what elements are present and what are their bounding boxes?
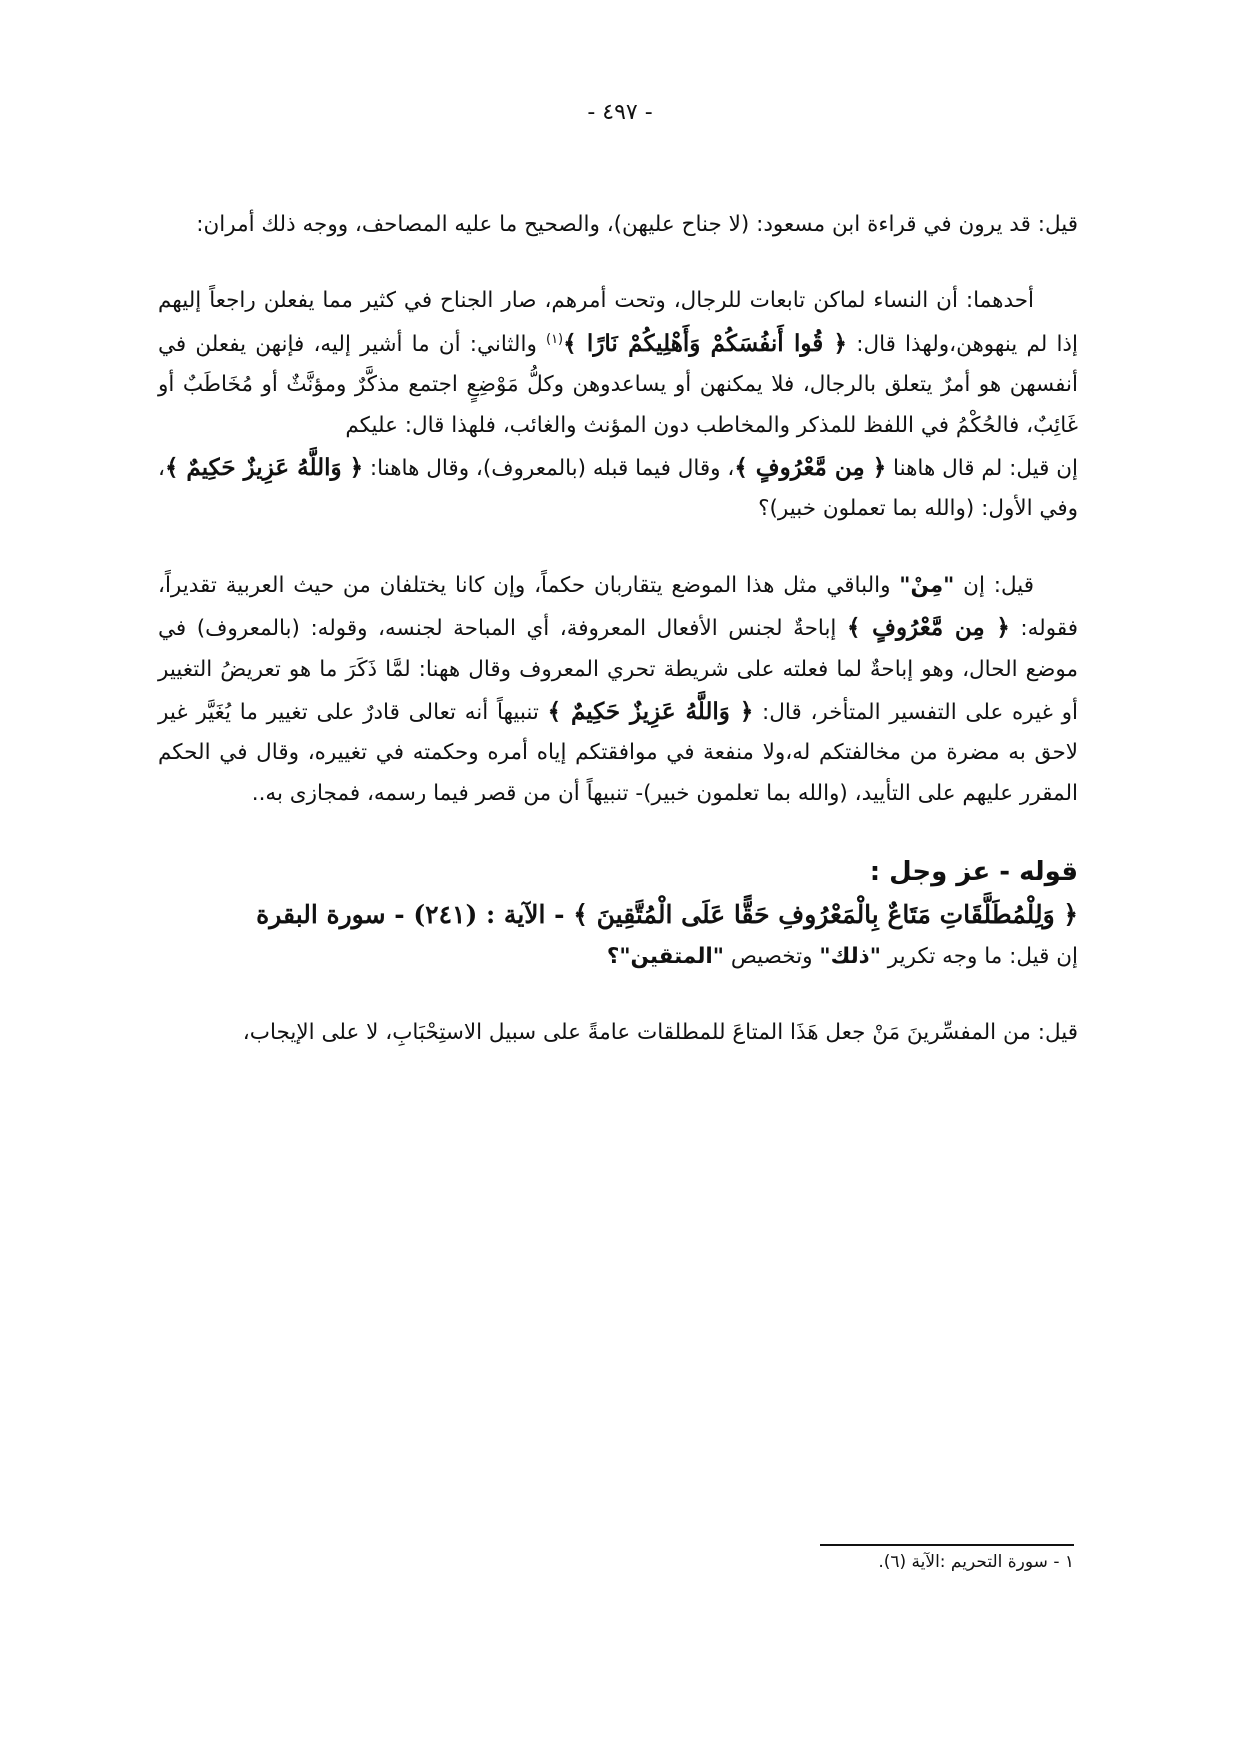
paragraph-4-text-d: تنبيهاً أنه تعالى قادرٌ على تغيير ما يُغَيَّر غير لاحق به مضرة من مخالفتكم له،ولا منفعة في موافقتكم إياه أمره وحكمته في تغييره، وقال في الحكم المقرر عليهم على التأييد، (والله بما تعلمون خبير)- تنبيهاً أن من قصر فيما رسمه، فمجازى به.. (158, 700, 1078, 806)
quran-verse: ﴿ قُوا أَنفُسَكُمْ وَأَهْلِيكُمْ نَارًا ﴾ (563, 329, 848, 357)
quran-verse: ﴿ وَاللَّهُ عَزِيزٌ حَكِيمٌ ﴾ (547, 698, 754, 726)
bold-term: "المتقين"؟ (606, 943, 724, 969)
quran-verse: ﴿ مِن مَّعْرُوفٍ ﴾ (846, 614, 1010, 642)
page-body (158, 205, 1078, 1054)
quran-verse: ﴿ مِن مَّعْرُوفٍ ﴾ (734, 454, 887, 482)
quran-verse: ﴿ وَاللَّهُ عَزِيزٌ حَكِيمٌ ﴾ (164, 454, 364, 482)
paragraph-2 (158, 281, 1078, 446)
paragraph-3-text-b: ، وقال فيما قبله (بالمعروف)، وقال هاهنا: (369, 456, 735, 482)
paragraph-4-text-a: قيل: إن (963, 572, 1034, 598)
paragraph-5-text-b: وتخصيص (730, 943, 813, 969)
footnote-marker: (١) (545, 331, 564, 347)
page-number: - ٤٩٧ - (587, 100, 653, 125)
footnote: ١ - سورة التحريم :الآية (٦). (878, 1552, 1074, 1572)
section-heading: قوله - عز وجل : (869, 857, 1078, 888)
paragraph-5 (158, 937, 1078, 977)
section-heading-verse (158, 894, 1078, 937)
quran-verse: ﴿ وَلِلْمُطَلَّقَاتِ مَتَاعٌ بِالْمَعْرُوفِ حَقًّا عَلَى الْمُتَّقِينَ ﴾ (573, 900, 1078, 930)
paragraph-4-text-c: إباحةٌ لجنس الأفعال المعروفة، أي المباحة لجنسه، وقوله: (بالمعروف) في موضع الحال، وهو إباحةٌ لما فعلته على شريطة تحري المعروف وقال ههنا: لمَّا ذَكَرَ ما هو تعريضُ التغيير أو غيره على التفسير المتأخر، قال: (158, 616, 1078, 726)
paragraph-3-text-c: ، وفي الأول: (والله بما تعملون خبير)؟ (158, 456, 1078, 522)
footnote-divider (820, 1544, 1074, 1546)
paragraph-2-text-a: أحدهما: أن النساء لماكن تابعات للرجال، وتحت أمرهم، صار الجناح في كثير مما يفعلن راجعاً إليهم إذا لم ينهوهن،ولهذا قال: (158, 288, 1078, 357)
paragraph-4 (158, 566, 1078, 814)
paragraph-6: قيل: من المفسِّرينَ مَنْ جعل هَذَا المتاعَ للمطلقات عامةً على سبيل الاستِحْبَابِ، لا على الإيجاب، (242, 1020, 1078, 1046)
paragraph-5-text-a: إن قيل: ما وجه تكرير (887, 943, 1078, 969)
paragraph-3 (158, 446, 1078, 530)
verse-reference: - الآية : (٢٤١) - سورة البقرة (256, 900, 565, 930)
bold-term: "ذلك" (819, 943, 881, 969)
paragraph-1: قيل: قد يرون في قراءة ابن مسعود: (لا جناح عليهن)، والصحيح ما عليه المصاحف، ووجه ذلك أمران: (196, 212, 1078, 237)
paragraph-2-text-b: والثاني: أن ما أشير إليه، فإنهن يفعلن في أنفسهن هو أمرٌ يتعلق بالرجال، فلا يمكنهن أو يساعدوهن وكلُّ مَوْضِعٍ اجتمع مذكَّرٌ ومؤنَّثٌ أو مُخَاطَبٌ أو غَائِبٌ، فالحُكْمُ في اللفظ للمذكر والمخاطب دون المؤنث والغائب، فلهذا قال: عليكم (158, 331, 1078, 438)
paragraph-4-text-b: والباقي مثل هذا الموضع يتقاربان حكماً، وإن كانا يختلفان من حيث العربية تقديراً، فقوله: (158, 572, 1078, 642)
paragraph-3-text-a: إن قيل: لم قال هاهنا (893, 456, 1078, 482)
bold-term: "مِنْ" (899, 572, 955, 598)
